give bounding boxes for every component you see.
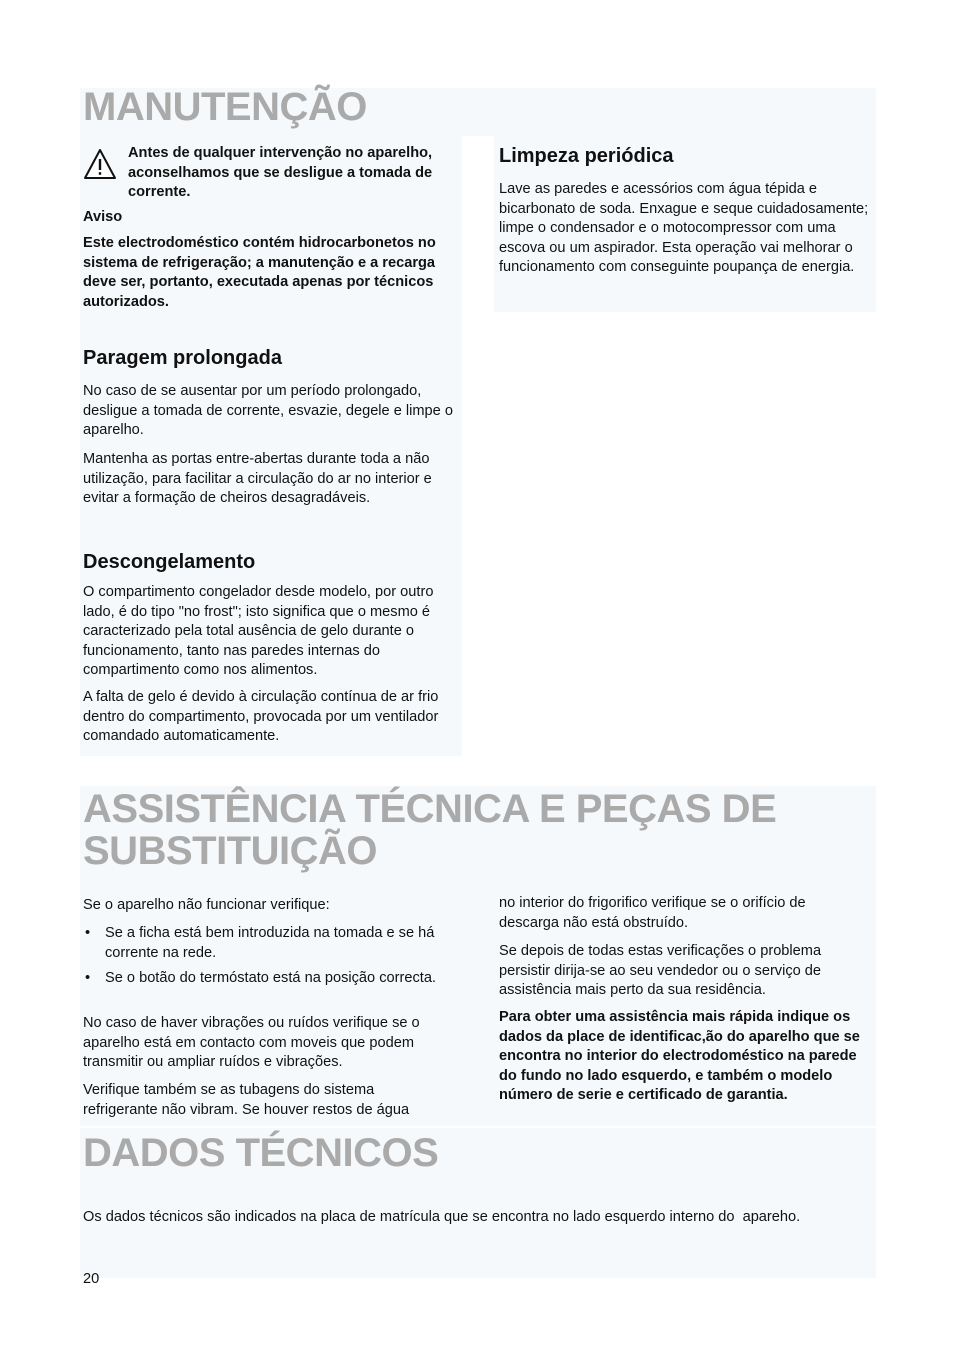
maintenance-title: MANUTENÇÃO bbox=[83, 85, 367, 129]
cleaning-heading: Limpeza periódica bbox=[499, 145, 674, 167]
assistance-title-line2: SUBSTITUIÇÃO bbox=[83, 829, 377, 873]
prolonged-heading: Paragem prolongada bbox=[83, 347, 282, 369]
assistance-title-line1: ASSISTÊNCIA TÉCNICA E PEÇAS DE bbox=[83, 787, 777, 831]
list-item: • Se a ficha está bem introduzida na tomada e se há corrente na rede. bbox=[83, 924, 458, 963]
dealer-paragraph: Se depois de todas estas verificações o problema persistir dirija-se ao seu vendedor ou o serviço de assistência mais perto da sua residência. bbox=[499, 943, 822, 998]
identification-paragraph: Para obter uma assistência mais rápida indique os dados da place de identificac,ão do aparelho que se encontra no interior do electrodoméstico na parede do fundo no lado esquerdo, e também o modelo número de serie e certificado de garantia. bbox=[499, 1009, 860, 1103]
technical-title: DADOS TÉCNICOS bbox=[83, 1131, 439, 1175]
technical-text: Os dados técnicos são indicados na placa de matrícula que se encontra no lado esquerdo interno do apareho. bbox=[83, 1209, 801, 1225]
assistance-intro: Se o aparelho não funcionar verifique: bbox=[83, 897, 330, 913]
warning-block bbox=[83, 144, 458, 203]
warning-triangle-icon bbox=[83, 148, 117, 180]
tubes-paragraph: Verifique também se as tubagens do sistema refrigerante não vibram. Se houver restos de água bbox=[83, 1082, 410, 1118]
assistance-title bbox=[83, 788, 873, 872]
vibrations-paragraph: No caso de haver vibrações ou ruídos verifique se o aparelho está em contacto com moveis que podem transmitir ou ampliar ruídos e vibrações. bbox=[83, 1015, 420, 1070]
defrost-paragraph-1: O compartimento congelador desde modelo, por outro lado, é do tipo "no frost"; isto significa que o mesmo é caracterizado pela total ausência de gelo durante o funcionamento, tanto nas paredes internas do compartimento como nos alimentos. bbox=[83, 584, 434, 678]
list-item: • Se o botão do termóstato está na posição correcta. bbox=[83, 969, 458, 989]
check-list bbox=[83, 924, 458, 989]
page-number: 20 bbox=[83, 1271, 100, 1287]
aviso-text: Este electrodoméstico contém hidrocarbonetos no sistema de refrigeração; a manutenção e a recarga deve ser, portanto, executada apenas por técnicos autorizados. bbox=[83, 235, 436, 310]
warning-text: Antes de qualquer intervenção no aparelho, aconselhamos que se desligue a tomada de corrente. bbox=[128, 145, 433, 200]
continue-paragraph: no interior do frigorifico verifique se o orifício de descarga não está obstruído. bbox=[499, 895, 806, 931]
defrost-heading: Descongelamento bbox=[83, 551, 256, 573]
defrost-paragraph-2: A falta de gelo é devido à circulação contínua de ar frio dentro do compartimento, provocada por um ventilador comandado automaticamente. bbox=[83, 689, 439, 744]
prolonged-paragraph-1: No caso de se ausentar por um período prolongado, desligue a tomada de corrente, esvazie, degele e limpe o aparelho. bbox=[83, 383, 453, 438]
aviso-label: Aviso bbox=[83, 209, 123, 225]
prolonged-paragraph-2: Mantenha as portas entre-abertas durante toda a não utilização, para facilitar a circulação do ar no interior e evitar a formação de cheiros desagradáveis. bbox=[83, 451, 432, 506]
cleaning-paragraph: Lave as paredes e acessórios com água tépida e bicarbonato de soda. Enxague e seque cuidadosamente; limpe o condensador e o motocompressor com uma escova ou um aspirador. Esta operação vai melhorar o funcionamento com conseguinte poupança de energia. bbox=[499, 181, 869, 275]
